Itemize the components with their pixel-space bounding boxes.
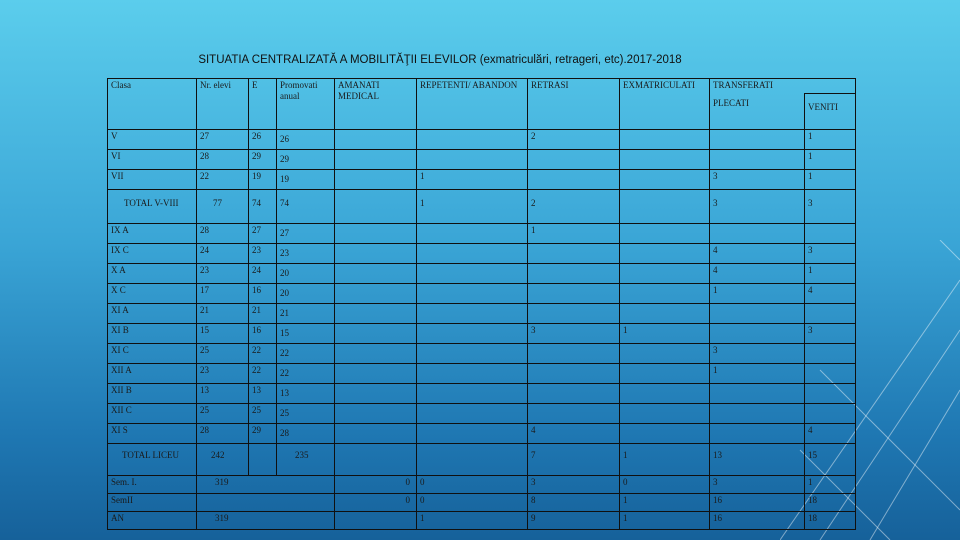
cell-retrasi: 1 bbox=[528, 224, 620, 244]
cell-exmatriculati bbox=[620, 224, 710, 244]
cell-exmatriculati bbox=[620, 190, 710, 224]
cell-plecati: 4 bbox=[710, 264, 805, 284]
cell-repetenti bbox=[417, 150, 528, 170]
summary-row bbox=[108, 494, 856, 512]
cell-clasa: XI S bbox=[108, 424, 197, 444]
cell-exmatriculati bbox=[620, 384, 710, 404]
cell-promovati: 21 bbox=[277, 304, 335, 324]
cell-plecati bbox=[710, 130, 805, 150]
cell-clasa: VI bbox=[108, 150, 197, 170]
cell-amanati bbox=[335, 244, 417, 264]
cell-repetenti bbox=[417, 324, 528, 344]
cell-exmatriculati bbox=[620, 344, 710, 364]
header-e: E bbox=[249, 79, 277, 130]
cell-clasa: XI A bbox=[108, 304, 197, 324]
cell-amanati: 0 bbox=[335, 476, 417, 494]
cell-nr: 23 bbox=[197, 364, 249, 384]
cell-retrasi bbox=[528, 404, 620, 424]
cell-veniti: 1 bbox=[805, 150, 856, 170]
cell-exmatriculati bbox=[620, 130, 710, 150]
cell-repetenti bbox=[417, 304, 528, 324]
cell-nr: 28 bbox=[197, 150, 249, 170]
cell-plecati: 13 bbox=[710, 444, 805, 476]
cell-nr bbox=[197, 494, 335, 512]
cell-amanati bbox=[335, 130, 417, 150]
cell-e: 19 bbox=[249, 170, 277, 190]
header-amanati: AMANATI MEDICAL bbox=[335, 79, 417, 130]
cell-amanati bbox=[335, 324, 417, 344]
cell-repetenti bbox=[417, 364, 528, 384]
table-row bbox=[108, 424, 856, 444]
cell-veniti bbox=[805, 384, 856, 404]
cell-exmatriculati bbox=[620, 284, 710, 304]
table-row bbox=[108, 384, 856, 404]
cell-nr: 21 bbox=[197, 304, 249, 324]
cell-clasa: XII B bbox=[108, 384, 197, 404]
cell-plecati bbox=[710, 384, 805, 404]
table-row bbox=[108, 150, 856, 170]
cell-e: 23 bbox=[249, 244, 277, 264]
cell-exmatriculati: 0 bbox=[620, 476, 710, 494]
cell-plecati: 1 bbox=[710, 284, 805, 304]
cell-veniti: 4 bbox=[805, 424, 856, 444]
cell-clasa: Sem. I. bbox=[108, 476, 197, 494]
cell-retrasi bbox=[528, 244, 620, 264]
cell-amanati bbox=[335, 170, 417, 190]
cell-retrasi: 4 bbox=[528, 424, 620, 444]
cell-exmatriculati bbox=[620, 404, 710, 424]
cell-amanati bbox=[335, 224, 417, 244]
header-exmatriculati: EXMATRICULATI bbox=[620, 79, 710, 130]
cell-clasa: SemII bbox=[108, 494, 197, 512]
cell-promovati: 26 bbox=[277, 130, 335, 150]
cell-retrasi bbox=[528, 364, 620, 384]
cell-exmatriculati: 1 bbox=[620, 494, 710, 512]
cell-repetenti: 1 bbox=[417, 170, 528, 190]
cell-plecati: 16 bbox=[710, 494, 805, 512]
cell-promovati: 29 bbox=[277, 150, 335, 170]
cell-amanati bbox=[335, 284, 417, 304]
cell-veniti: 3 bbox=[805, 190, 856, 224]
cell-plecati: 4 bbox=[710, 244, 805, 264]
cell-exmatriculati: 1 bbox=[620, 444, 710, 476]
cell-repetenti: 0 bbox=[417, 476, 528, 494]
table-row bbox=[108, 224, 856, 244]
summary-row bbox=[108, 476, 856, 494]
cell-plecati bbox=[710, 224, 805, 244]
cell-veniti: 15 bbox=[805, 444, 856, 476]
cell-promovati: 15 bbox=[277, 324, 335, 344]
cell-e: 22 bbox=[249, 344, 277, 364]
mobility-table bbox=[107, 78, 856, 530]
cell-amanati bbox=[335, 404, 417, 424]
cell-plecati bbox=[710, 424, 805, 444]
cell-promovati: 28 bbox=[277, 424, 335, 444]
cell-amanati bbox=[335, 384, 417, 404]
cell-repetenti bbox=[417, 424, 528, 444]
cell-veniti bbox=[805, 304, 856, 324]
cell-clasa: XI C bbox=[108, 344, 197, 364]
cell-retrasi: 3 bbox=[528, 324, 620, 344]
table-row bbox=[108, 364, 856, 384]
cell-veniti: 1 bbox=[805, 476, 856, 494]
cell-amanati bbox=[335, 444, 417, 476]
cell-exmatriculati bbox=[620, 170, 710, 190]
cell-nr: 28 bbox=[197, 424, 249, 444]
summary-row bbox=[108, 512, 856, 530]
cell-promovati: 22 bbox=[277, 364, 335, 384]
cell-retrasi bbox=[528, 344, 620, 364]
header-retrasi: RETRASI bbox=[528, 79, 620, 130]
cell-veniti: 18 bbox=[805, 494, 856, 512]
cell-promovati: 13 bbox=[277, 384, 335, 404]
cell-repetenti bbox=[417, 384, 528, 404]
cell-plecati: 3 bbox=[710, 344, 805, 364]
cell-veniti bbox=[805, 344, 856, 364]
table-row bbox=[108, 304, 856, 324]
cell-amanati bbox=[335, 264, 417, 284]
table-row bbox=[108, 244, 856, 264]
cell-retrasi: 2 bbox=[528, 130, 620, 150]
cell-amanati bbox=[335, 424, 417, 444]
cell-nr: 25 bbox=[197, 404, 249, 424]
cell-repetenti: 0 bbox=[417, 494, 528, 512]
cell-repetenti bbox=[417, 224, 528, 244]
table-row bbox=[108, 170, 856, 190]
cell-amanati bbox=[335, 364, 417, 384]
cell-amanati bbox=[335, 512, 417, 530]
cell-e: 26 bbox=[249, 130, 277, 150]
cell-promovati: 22 bbox=[277, 344, 335, 364]
cell-e bbox=[249, 444, 277, 476]
cell-clasa: IX C bbox=[108, 244, 197, 264]
cell-exmatriculati: 1 bbox=[620, 324, 710, 344]
cell-plecati: 16 bbox=[710, 512, 805, 530]
cell-e: 24 bbox=[249, 264, 277, 284]
cell-veniti: 3 bbox=[805, 244, 856, 264]
cell-exmatriculati bbox=[620, 424, 710, 444]
cell-veniti: 4 bbox=[805, 284, 856, 304]
header-veniti: VENITI bbox=[805, 94, 856, 130]
cell-clasa: X C bbox=[108, 284, 197, 304]
header-promovati: Promovati anual bbox=[277, 79, 335, 130]
table-row bbox=[108, 264, 856, 284]
cell-veniti: 18 bbox=[805, 512, 856, 530]
cell-repetenti bbox=[417, 130, 528, 150]
cell-plecati bbox=[710, 324, 805, 344]
cell-clasa: XII A bbox=[108, 364, 197, 384]
cell-retrasi: 3 bbox=[528, 476, 620, 494]
cell-veniti bbox=[805, 364, 856, 384]
cell-amanati bbox=[335, 304, 417, 324]
cell-repetenti bbox=[417, 284, 528, 304]
cell-exmatriculati bbox=[620, 304, 710, 324]
cell-amanati bbox=[335, 190, 417, 224]
cell-nr: 319 bbox=[197, 512, 335, 530]
header-transferati: TRANSFERATI bbox=[710, 79, 856, 94]
cell-retrasi bbox=[528, 284, 620, 304]
cell-nr: 319 bbox=[197, 476, 335, 494]
cell-clasa: XII C bbox=[108, 404, 197, 424]
cell-clasa: TOTAL LICEU bbox=[108, 444, 197, 476]
cell-e: 21 bbox=[249, 304, 277, 324]
total-row bbox=[108, 190, 856, 224]
header-plecati: PLECATI bbox=[710, 94, 805, 130]
header-clasa: Clasa bbox=[108, 79, 197, 130]
cell-retrasi bbox=[528, 170, 620, 190]
cell-e: 74 bbox=[249, 190, 277, 224]
cell-veniti: 1 bbox=[805, 264, 856, 284]
cell-e: 16 bbox=[249, 284, 277, 304]
header-row bbox=[108, 79, 856, 94]
cell-retrasi bbox=[528, 150, 620, 170]
cell-exmatriculati bbox=[620, 364, 710, 384]
cell-plecati: 3 bbox=[710, 476, 805, 494]
cell-amanati bbox=[335, 344, 417, 364]
cell-retrasi bbox=[528, 304, 620, 324]
cell-clasa: VII bbox=[108, 170, 197, 190]
cell-veniti bbox=[805, 404, 856, 424]
cell-exmatriculati bbox=[620, 150, 710, 170]
cell-repetenti: 1 bbox=[417, 512, 528, 530]
cell-amanati bbox=[335, 150, 417, 170]
cell-e: 13 bbox=[249, 384, 277, 404]
cell-repetenti bbox=[417, 444, 528, 476]
cell-plecati bbox=[710, 404, 805, 424]
cell-clasa: V bbox=[108, 130, 197, 150]
page-title: SITUATIA CENTRALIZATĂ A MOBILITĂŢII ELEVILOR (exmatriculări, retrageri, etc).2017-2018 bbox=[198, 54, 682, 66]
cell-nr: 25 bbox=[197, 344, 249, 364]
cell-clasa: AN bbox=[108, 512, 197, 530]
cell-clasa: IX A bbox=[108, 224, 197, 244]
cell-plecati: 3 bbox=[710, 190, 805, 224]
table-row bbox=[108, 404, 856, 424]
cell-nr: 77 bbox=[197, 190, 249, 224]
cell-nr: 27 bbox=[197, 130, 249, 150]
cell-e: 16 bbox=[249, 324, 277, 344]
cell-exmatriculati bbox=[620, 244, 710, 264]
cell-veniti: 3 bbox=[805, 324, 856, 344]
cell-retrasi: 2 bbox=[528, 190, 620, 224]
cell-nr: 15 bbox=[197, 324, 249, 344]
header-nr-elevi: Nr. elevi bbox=[197, 79, 249, 130]
cell-e: 25 bbox=[249, 404, 277, 424]
cell-amanati: 0 bbox=[335, 494, 417, 512]
cell-promovati: 19 bbox=[277, 170, 335, 190]
cell-promovati: 20 bbox=[277, 284, 335, 304]
cell-nr: 28 bbox=[197, 224, 249, 244]
cell-nr: 22 bbox=[197, 170, 249, 190]
cell-clasa: X A bbox=[108, 264, 197, 284]
table-row bbox=[108, 344, 856, 364]
cell-retrasi bbox=[528, 384, 620, 404]
cell-plecati bbox=[710, 304, 805, 324]
cell-clasa: TOTAL V-VIII bbox=[108, 190, 197, 224]
cell-veniti bbox=[805, 224, 856, 244]
cell-repetenti: 1 bbox=[417, 190, 528, 224]
table-row bbox=[108, 284, 856, 304]
table-row bbox=[108, 324, 856, 344]
cell-promovati: 25 bbox=[277, 404, 335, 424]
cell-repetenti bbox=[417, 264, 528, 284]
cell-promovati: 235 bbox=[277, 444, 335, 476]
cell-e: 27 bbox=[249, 224, 277, 244]
cell-e: 29 bbox=[249, 150, 277, 170]
total-row bbox=[108, 444, 856, 476]
cell-nr: 17 bbox=[197, 284, 249, 304]
cell-promovati: 74 bbox=[277, 190, 335, 224]
cell-plecati: 1 bbox=[710, 364, 805, 384]
cell-clasa: XI B bbox=[108, 324, 197, 344]
cell-veniti: 1 bbox=[805, 170, 856, 190]
cell-retrasi: 9 bbox=[528, 512, 620, 530]
cell-exmatriculati: 1 bbox=[620, 512, 710, 530]
cell-repetenti bbox=[417, 404, 528, 424]
cell-veniti: 1 bbox=[805, 130, 856, 150]
cell-nr: 23 bbox=[197, 264, 249, 284]
cell-plecati bbox=[710, 150, 805, 170]
cell-nr: 24 bbox=[197, 244, 249, 264]
cell-retrasi: 7 bbox=[528, 444, 620, 476]
cell-retrasi bbox=[528, 264, 620, 284]
cell-promovati: 23 bbox=[277, 244, 335, 264]
cell-promovati: 27 bbox=[277, 224, 335, 244]
table-row bbox=[108, 130, 856, 150]
cell-e: 22 bbox=[249, 364, 277, 384]
cell-retrasi: 8 bbox=[528, 494, 620, 512]
cell-repetenti bbox=[417, 244, 528, 264]
cell-plecati: 3 bbox=[710, 170, 805, 190]
cell-e: 29 bbox=[249, 424, 277, 444]
cell-promovati: 20 bbox=[277, 264, 335, 284]
header-repetenti: REPETENTI/ ABANDON bbox=[417, 79, 528, 130]
cell-exmatriculati bbox=[620, 264, 710, 284]
cell-nr: 242 bbox=[197, 444, 249, 476]
cell-repetenti bbox=[417, 344, 528, 364]
cell-nr: 13 bbox=[197, 384, 249, 404]
